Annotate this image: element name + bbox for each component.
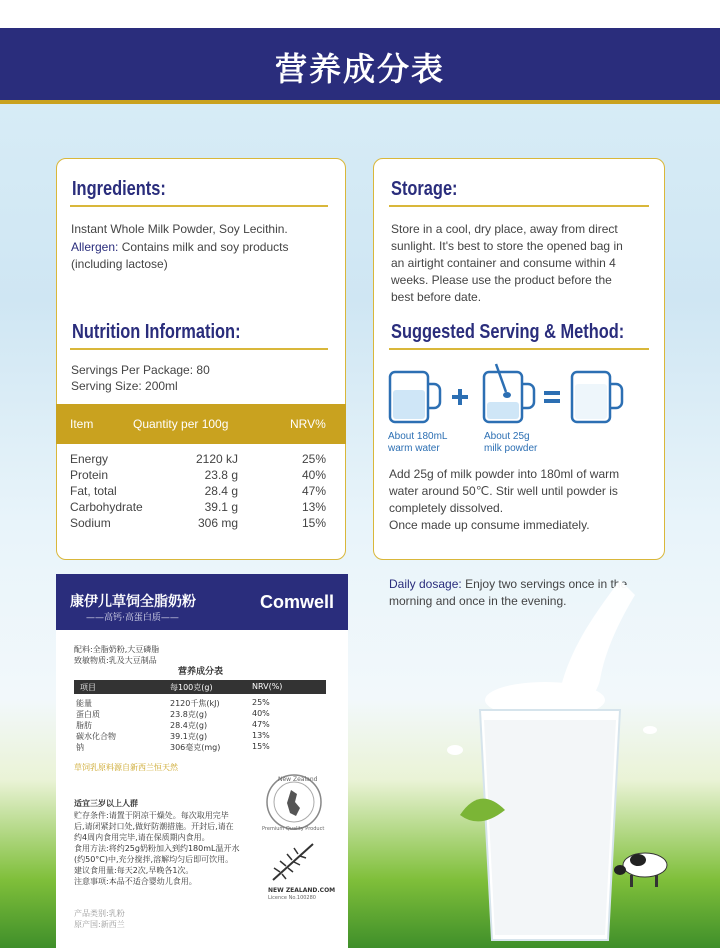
row-item: Fat, total	[70, 484, 117, 498]
allergen-text: Contains milk and soy products	[121, 240, 289, 254]
prow-item: 碳水化合物	[76, 732, 116, 741]
package-instr-5: (约50°C)中,充分搅拌,溶解均匀后即可饮用。	[74, 855, 234, 864]
row-qty: 23.8 g	[204, 468, 238, 482]
banner-gold-edge	[0, 100, 720, 104]
row-nrv: 47%	[301, 484, 326, 498]
prow-nrv: 15%	[252, 742, 270, 751]
badge-top-text: New Zealand	[278, 776, 318, 783]
row-nrv: 25%	[301, 452, 326, 466]
row-qty: 28.4 g	[204, 484, 238, 498]
package-instr-3: 约4周内食用完毕,请在保质期内食用。	[74, 833, 210, 842]
package-table-header	[74, 680, 326, 694]
brand-logo: Comwell	[259, 592, 334, 612]
row-item: Protein	[70, 468, 109, 482]
ingredients-text: Instant Whole Milk Powder, Soy Lecithin.	[71, 222, 288, 236]
package-instr-6: 建议食用量:每天2次,早晚各1次。	[74, 866, 194, 875]
serving-rule	[389, 348, 649, 350]
method-line-3: completely dissolved.	[389, 501, 504, 515]
col-quantity: Quantity per 100g	[133, 417, 229, 431]
pcol-nrv: NRV(%)	[252, 682, 283, 691]
banner-title: 营养成分表	[274, 50, 445, 88]
equals-icon	[544, 391, 560, 403]
pcol-item: 项目	[80, 683, 96, 692]
table-row	[76, 698, 326, 709]
prow-item: 能量	[76, 699, 92, 708]
pcol-qty: 每100克(g)	[170, 683, 213, 692]
title-banner	[0, 28, 720, 100]
cup-powder-icon	[484, 364, 534, 422]
serving-illustration	[386, 362, 626, 432]
package-instr-7: 注意事项:本品不适合婴幼儿食用。	[74, 877, 197, 886]
table-row	[70, 452, 332, 468]
method-line-1: Add 25g of milk powder into 180ml of warm	[389, 467, 620, 481]
cup2-label-2: milk powder	[484, 443, 538, 454]
nutrition-heading: Nutrition Information:	[72, 321, 241, 343]
plus-icon	[452, 389, 468, 405]
table-row	[76, 720, 326, 731]
row-nrv: 40%	[301, 468, 326, 482]
product-package	[56, 574, 348, 948]
table-row	[76, 731, 326, 742]
table-row	[70, 500, 332, 516]
package-allergen: 致敏物质:乳及大豆制品	[74, 656, 157, 665]
row-nrv: 13%	[301, 500, 326, 514]
prow-nrv: 47%	[252, 720, 270, 729]
prow-qty: 28.4克(g)	[170, 721, 208, 730]
package-header	[56, 574, 348, 630]
package-source-note: 草饲乳原料源自新西兰恒天然	[74, 763, 178, 772]
row-qty: 2120 kJ	[195, 452, 238, 466]
serving-size: Serving Size: 200ml	[71, 379, 178, 393]
serving-heading: Suggested Serving & Method:	[391, 321, 625, 343]
dosage-label: Daily dosage:	[389, 577, 462, 591]
storage-line-1: Store in a cool, dry place, away from direct	[391, 222, 618, 236]
table-row	[76, 742, 326, 753]
cup1-label-2: warm water	[388, 443, 440, 454]
method-line-2: water around 50℃. Stir well until powder is	[389, 484, 618, 498]
row-item: Energy	[70, 452, 109, 466]
package-instr-4: 食用方法:将约25g奶粉加入到约180mL温开水	[74, 844, 240, 853]
table-row	[76, 709, 326, 720]
col-nrv: NRV%	[290, 417, 326, 431]
storage-heading: Storage:	[391, 178, 458, 200]
package-table-title: 营养成分表	[178, 667, 224, 677]
table-row	[70, 468, 332, 484]
row-nrv: 15%	[301, 516, 326, 530]
package-instr-1: 贮存条件:请置于阴凉干燥处。每次取用完毕	[74, 811, 229, 820]
cup2-label-1: About 25g	[484, 431, 530, 442]
prow-qty: 2120千焦(kJ)	[170, 699, 220, 708]
storage-rule	[389, 205, 649, 207]
nutrition-rule	[70, 348, 328, 350]
cup-water-icon	[390, 372, 440, 422]
prow-nrv: 40%	[252, 709, 270, 718]
cow-icon	[614, 853, 667, 887]
package-title: 康伊儿草饲全脂奶粉	[70, 594, 196, 610]
col-item: Item	[70, 417, 94, 431]
method-line-4: Once made up consume immediately.	[389, 518, 590, 532]
package-subtitle: ——高钙·高蛋白质——	[86, 613, 179, 623]
prow-item: 钠	[76, 743, 84, 752]
table-row	[70, 484, 332, 500]
dosage-text: Enjoy two servings once in the	[465, 577, 628, 591]
prow-qty: 306毫克(mg)	[170, 743, 221, 752]
servings-per-package: Servings Per Package: 80	[71, 363, 210, 377]
ingredients-heading: Ingredients:	[72, 178, 166, 200]
prow-qty: 39.1克(g)	[170, 732, 208, 741]
dosage-text-cont: morning and once in the evening.	[389, 594, 567, 608]
package-origin: 原产国:新西兰	[74, 920, 125, 929]
package-ingredients: 配料:全脂奶粉,大豆磷脂	[74, 645, 160, 654]
package-category: 产品类别:乳粉	[74, 909, 125, 918]
nutrition-table-header	[56, 404, 346, 444]
package-instr-2: 后,请闭紧封口处,做好防潮措施。开封后,请在	[74, 822, 234, 831]
storage-line-3: an airtight container and consume within 4	[391, 256, 616, 270]
row-qty: 306 mg	[197, 516, 238, 530]
prow-nrv: 25%	[252, 698, 270, 707]
cup1-label-1: About 180mL	[388, 431, 448, 442]
milk-glass-illustration	[420, 560, 720, 948]
cup-milk-icon	[572, 372, 622, 422]
allergen-label: Allergen:	[71, 240, 119, 254]
table-row	[70, 516, 332, 532]
badge-bottom-text: Premium Quality Product	[262, 826, 325, 832]
prow-nrv: 13%	[252, 731, 270, 740]
ingredients-rule	[70, 205, 328, 207]
allergen-text-cont: (including lactose)	[71, 257, 168, 271]
nz-site: NEW ZEALAND.COM	[268, 887, 336, 894]
prow-qty: 23.8克(g)	[170, 710, 208, 719]
prow-item: 脂肪	[76, 721, 92, 730]
row-item: Carbohydrate	[70, 500, 143, 514]
licence-number: Licence No.100280	[268, 895, 316, 901]
storage-line-2: sunlight. It's best to store the opened bag in	[391, 239, 623, 253]
package-age: 适宜三岁以上人群	[74, 799, 138, 808]
prow-item: 蛋白质	[76, 710, 100, 719]
row-item: Sodium	[70, 516, 111, 530]
row-qty: 39.1 g	[204, 500, 238, 514]
allergen-line	[71, 239, 288, 256]
storage-line-4: weeks. Please use the product before the	[391, 273, 612, 287]
silver-fern-icon	[268, 842, 318, 882]
storage-line-5: best before date.	[391, 290, 482, 304]
